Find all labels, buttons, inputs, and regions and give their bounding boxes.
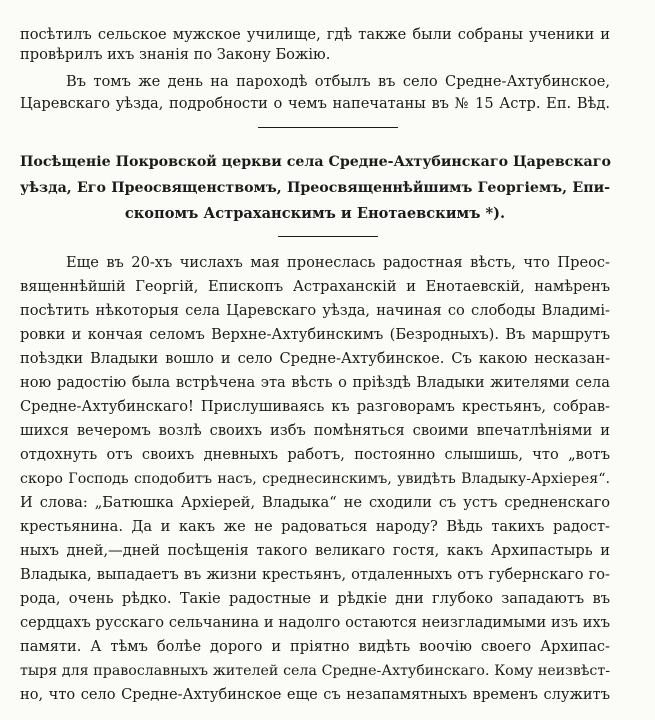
text-line: поѣздки Владыки вошло и село Средне-Ахтубинское. Съ какою несказан- [20,350,610,367]
text-line: памяти. А тѣмъ болѣе дорого и пріятно видѣть воочію своего Архипас- [20,638,610,655]
section-heading-line: уѣзда, Его Преосвященствомъ, Преосвященнѣйшимъ Георгіемъ, Епи- [20,180,610,196]
text-line: скоро Господь сподобитъ насъ, среднесинскимъ, увидѣть Владыку-Архіерея“. [20,471,610,487]
text-line: ныхъ дней,—дней посѣщенія такого великаго гостя, какъ Архипастырь и [20,542,610,559]
text-line: Владыка, выпадаетъ въ жизни крестьянъ, отдаленныхъ отъ губернскаго го- [20,566,610,583]
section-heading-line: скопомъ Астраханскимъ и Енотаевскимъ *). [124,205,506,222]
text-line: рода, очень рѣдко. Такіе радостные и рѣдкіе дни глубоко западаютъ въ [20,590,610,607]
text-line: отдохнуть отъ своихъ дневныхъ работъ, постоянно слышишь, что „вотъ [20,446,610,463]
text-line: но, что село Средне-Ахтубинское еще съ незапамятныхъ временъ служитъ [20,686,610,703]
text-line: провѣрилъ ихъ знанія по Закону Божію. [20,46,331,63]
text-line: Средне-Ахтубинскаго! Прислушиваясь къ разговорамъ крестьянъ, собрав- [20,398,610,415]
text-line: ровки и кончая селомъ Верхне-Ахтубинскимъ (Безродныхъ). Въ маршрутъ [20,326,610,343]
text-line: И слова: „Батюшка Архіерей, Владыка“ не сходили съ устъ средненскаго [20,494,610,511]
text-line: Царевскаго уѣзда, подробности о чемъ напечатаны въ № 15 Астр. Еп. Вѣд. [20,95,610,112]
section-divider [258,127,398,128]
text-line: шихся вечеромъ возлѣ своихъ избъ помѣняться своими впечатлѣніями и [20,422,610,439]
text-line: посѣтить нѣкоторыя села Царевскаго уѣзда, начиная со слободы Владимі- [20,302,610,319]
text-line: крестьянина. Да и какъ же не радоваться народу? Вѣдь такихъ радост- [20,518,610,535]
text-line: Еще въ 20-хъ числахъ мая пронеслась радостная вѣсть, что Преос- [66,254,610,271]
text-line: сердцахъ русскаго сельчанина и надолго остаются неизгладимыми изъ ихъ [20,614,610,631]
section-heading-line: Посѣщеніе Покровской церкви села Средне-Ахтубинскаго Царевскаго [20,154,611,170]
heading-divider [278,236,378,237]
text-line: ною радостію была встрѣчена эта вѣсть о пріѣздѣ Владыки жителями села [20,374,610,391]
text-line: тыря для православныхъ жителей села Средне-Ахтубинскаго. Кому неизвѣст- [20,663,610,679]
text-line: вященнѣйшій Георгій, Епископъ Астраханскій и Енотаевскій, намѣренъ [20,278,610,295]
text-line: посѣтилъ сельское мужское училище, гдѣ также были собраны ученики и [20,26,610,43]
text-line: Въ томъ же день на пароходѣ отбылъ въ село Средне-Ахтубинское, [66,73,610,90]
